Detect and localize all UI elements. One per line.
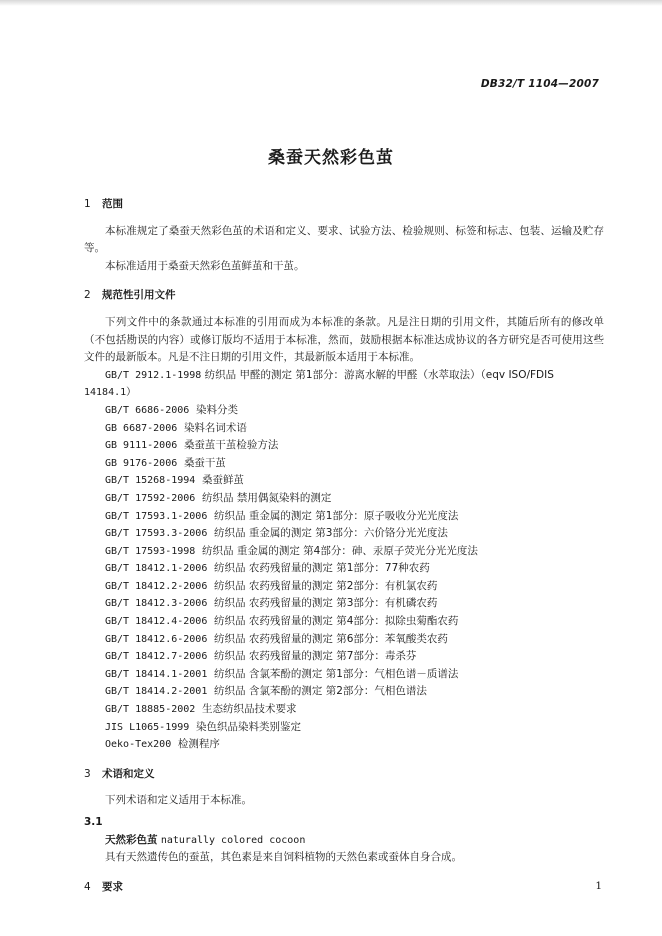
term-definition: 具有天然遗传色的蚕茧，其色素是来自饲料植物的天然色素或蚕体自身合成。	[105, 851, 462, 864]
section-number: 2	[84, 289, 91, 302]
references-intro: 下列文件中的条款通过本标准的引用而成为本标准的条款。凡是注日期的引用文件，其随后所有的修改单（不包括勘误的内容）或修订版均不适用于本标准，然而，鼓励根据本标准达成协议的各方研究是否可使用这些文件的最新版本。凡是不注日期的引用文件，其最新版本适用于本标准。	[84, 315, 604, 364]
reference-title: 纺织品 含氯苯酚的测定 第2部分：气相色谱法	[214, 685, 427, 698]
reference-code: GB/T 18412.1-2006	[105, 563, 208, 575]
reference-item	[84, 631, 604, 649]
reference-title: 染色织品染料类别鉴定	[195, 720, 301, 733]
scan-edge	[0, 0, 662, 6]
reference-code: GB/T 17592-2006	[105, 492, 196, 504]
section-title: 要求	[102, 880, 123, 893]
terms-intro: 下列术语和定义适用于本标准。	[105, 794, 252, 807]
reference-item	[84, 508, 604, 526]
reference-code: GB/T 6686-2006	[105, 404, 190, 416]
reference-item	[84, 613, 604, 631]
reference-code: GB/T 18412.7-2006	[105, 651, 208, 663]
reference-item	[84, 437, 604, 455]
reference-code: GB/T 17593.3-2006	[105, 528, 208, 540]
scope-paragraph-1: 本标准规定了桑蚕天然彩色茧的术语和定义、要求、试验方法、检验规则、标签和标志、包装、运输及贮存等。	[84, 224, 604, 255]
reference-item	[84, 420, 604, 438]
reference-title: 纺织品 重金属的测定 第3部分：六价铬分光光度法	[214, 527, 448, 540]
term-entry	[84, 832, 604, 850]
standard-code: DB32/T 1104—2007	[480, 78, 599, 90]
reference-code: GB/T 18414.2-2001	[105, 686, 208, 698]
section-number: 3	[84, 767, 91, 780]
term-chinese: 天然彩色茧	[105, 833, 158, 846]
reference-title: 纺织品 农药残留量的测定 第3部分：有机磷农药	[214, 597, 438, 610]
reference-code: GB/T 15268-1994	[105, 475, 196, 487]
reference-item	[84, 472, 604, 490]
reference-item	[84, 736, 604, 754]
document-title: 桑蚕天然彩色茧	[268, 148, 394, 168]
reference-title: 纺织品 重金属的测定 第1部分：原子吸收分光光度法	[214, 509, 459, 522]
reference-code: GB/T 18412.3-2006	[105, 598, 208, 610]
term-english: naturally colored cocoon	[160, 834, 306, 846]
reference-title: 检测程序	[177, 738, 220, 751]
reference-title: 染料名词术语	[183, 421, 247, 434]
reference-code: GB/T 18412.2-2006	[105, 580, 208, 592]
section-3-heading	[84, 766, 604, 784]
page-number: 1	[595, 880, 602, 892]
reference-code: GB/T 17593.1-2006	[105, 510, 208, 522]
reference-title: 纺织品 重金属的测定 第4部分：砷、汞原子荧光分光光度法	[202, 544, 478, 557]
section-1-heading	[84, 196, 604, 214]
section-title: 规范性引用文件	[102, 289, 176, 302]
reference-item	[84, 683, 604, 701]
reference-item	[84, 595, 604, 613]
reference-title: 桑蚕茧干茧检验方法	[183, 439, 279, 452]
reference-code: GB/T 18414.1-2001	[105, 668, 208, 680]
section-title: 术语和定义	[102, 767, 155, 780]
reference-code: GB/T 17593-1998	[105, 545, 196, 557]
reference-code: Oeko-Tex200	[105, 739, 172, 751]
reference-item	[84, 367, 604, 385]
reference-title: 生态纺织品技术要求	[202, 703, 297, 716]
section-title: 范围	[102, 198, 123, 210]
reference-item	[84, 578, 604, 596]
scope-paragraph-2: 本标准适用于桑蚕天然彩色茧鲜茧和干茧。	[105, 259, 305, 272]
document-body	[84, 196, 604, 896]
reference-item	[84, 560, 604, 578]
reference-item	[84, 543, 604, 561]
reference-title: 纺织品 农药残留量的测定 第7部分：毒杀芬	[214, 650, 417, 663]
reference-title: 纺织品 农药残留量的测定 第6部分：苯氧酸类农药	[214, 632, 448, 645]
reference-item	[84, 666, 604, 684]
reference-title: 纺织品 农药残留量的测定 第1部分：77种农药	[214, 562, 430, 575]
section-4-heading	[84, 879, 604, 897]
reference-code: GB/T 18412.4-2006	[105, 616, 208, 628]
reference-title: 纺织品 农药残留量的测定 第2部分：有机氯农药	[214, 579, 438, 592]
reference-item	[84, 648, 604, 666]
reference-code: GB 6687-2006	[105, 422, 178, 434]
reference-code: GB/T 2912.1-1998	[105, 369, 202, 381]
reference-continuation: 14184.1）	[84, 387, 137, 399]
reference-title: 纺织品 禁用偶氮染料的测定	[202, 491, 332, 504]
reference-code: GB/T 18412.6-2006	[105, 633, 208, 645]
reference-title: 桑蚕干茧	[183, 456, 226, 469]
subsection-number: 3.1	[84, 816, 103, 828]
reference-item	[84, 402, 604, 420]
reference-item	[84, 455, 604, 473]
section-number: 1	[84, 198, 91, 210]
reference-title: 桑蚕鲜茧	[202, 474, 244, 487]
reference-item	[84, 701, 604, 719]
reference-title: 纺织品 甲醛的测定 第1部分：游离水解的甲醛（水萃取法）（eqv ISO/FDIS	[204, 368, 554, 381]
reference-item	[84, 490, 604, 508]
reference-title: 纺织品 农药残留量的测定 第4部分：拟除虫菊酯农药	[214, 615, 459, 628]
reference-title: 纺织品 含氯苯酚的测定 第1部分：气相色谱－质谱法	[214, 667, 459, 680]
reference-item	[84, 525, 604, 543]
reference-code: GB 9111-2006	[105, 440, 178, 452]
reference-item	[84, 719, 604, 737]
reference-title: 染料分类	[195, 403, 238, 416]
reference-code: GB/T 18885-2002	[105, 704, 196, 716]
reference-list	[84, 402, 604, 754]
section-2-heading	[84, 287, 604, 305]
section-number: 4	[84, 880, 91, 893]
reference-code: GB 9176-2006	[105, 457, 178, 469]
reference-code: JIS L1065-1999	[105, 721, 190, 733]
